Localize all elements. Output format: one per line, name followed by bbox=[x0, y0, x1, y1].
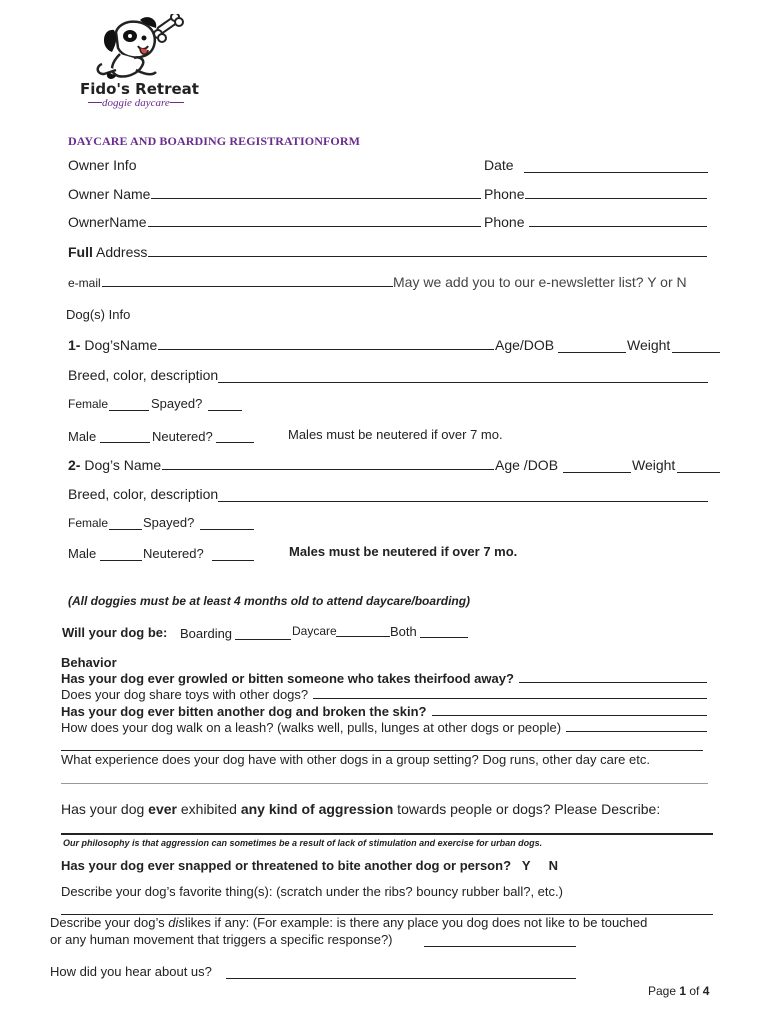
behavior-q2-label: Does your dog share toys with other dogs? bbox=[61, 687, 309, 702]
logo-name: Fido's Retreat bbox=[80, 80, 199, 98]
address-field[interactable] bbox=[148, 256, 707, 257]
dog1-name-field[interactable] bbox=[158, 349, 494, 350]
dog2-female-label: Female bbox=[68, 516, 109, 530]
behavior-q3-row bbox=[61, 704, 708, 719]
phone-field-1[interactable] bbox=[525, 198, 707, 199]
logo bbox=[78, 14, 198, 110]
dog2-age-label: Age /DOB bbox=[495, 457, 559, 473]
page-indicator: Page 1 of 4 bbox=[648, 984, 710, 998]
dog2-spayed-field[interactable] bbox=[200, 529, 254, 530]
behavior-q4-field[interactable] bbox=[566, 731, 707, 732]
phone-label-2: Phone bbox=[484, 214, 525, 230]
owner-name-field-2[interactable] bbox=[148, 226, 481, 227]
owner-name-row-1 bbox=[68, 186, 482, 202]
phone-row-2 bbox=[484, 214, 708, 230]
behavior-q5-label: What experience does your dog have with other dogs in a group setting? Dog runs, other day care etc. bbox=[61, 752, 650, 767]
dog2-weight-field[interactable] bbox=[677, 472, 720, 473]
snap-yes-option[interactable]: Y bbox=[521, 858, 531, 873]
behavior-q1-label: Has your dog ever growled or bitten someone who takes theirfood away? bbox=[61, 671, 514, 686]
snap-no-option[interactable]: N bbox=[548, 858, 558, 873]
dog2-neutered-label: Neutered? bbox=[143, 546, 204, 561]
behavior-q6-label: Has your dog ever exhibited any kind of aggression towards people or dogs? Please Describe: bbox=[61, 801, 661, 817]
dog1-male-label: Male bbox=[68, 429, 97, 444]
referral-field[interactable] bbox=[226, 978, 576, 979]
boarding-field[interactable] bbox=[235, 639, 291, 640]
dog1-weight-field[interactable] bbox=[672, 352, 720, 353]
owner-name-label-2: OwnerName bbox=[68, 214, 147, 230]
behavior-heading: Behavior bbox=[61, 655, 117, 670]
dog2-breed-label: Breed, color, description bbox=[68, 486, 219, 502]
both-label: Both bbox=[390, 624, 417, 639]
dog2-name-row bbox=[68, 457, 495, 473]
boarding-label: Boarding bbox=[180, 626, 233, 641]
dog2-name-field[interactable] bbox=[162, 469, 494, 470]
behavior-q2-field[interactable] bbox=[313, 698, 707, 699]
daycare-field[interactable] bbox=[336, 636, 390, 637]
date-field[interactable] bbox=[524, 172, 708, 173]
dog1-neutered-label: Neutered? bbox=[152, 429, 213, 444]
phone-field-2[interactable] bbox=[529, 226, 707, 227]
behavior-q8-label: Describe your dog’s favorite thing(s): (scratch under the ribs? bouncy rubber ball?, etc.) bbox=[61, 884, 563, 899]
owner-name-field-1[interactable] bbox=[151, 198, 481, 199]
address-label: Full Address bbox=[68, 244, 148, 260]
phone-label-1: Phone bbox=[484, 186, 525, 202]
form-title: DAYCARE AND BOARDING REGISTRATIONFORM bbox=[68, 134, 361, 148]
phone-row-1 bbox=[484, 186, 708, 202]
dog2-neutered-field[interactable] bbox=[212, 560, 254, 561]
behavior-q5-field[interactable] bbox=[61, 783, 708, 784]
dog-logo-icon bbox=[78, 14, 198, 84]
dog1-age-field[interactable] bbox=[558, 352, 626, 353]
dog2-spayed-label: Spayed? bbox=[143, 515, 195, 530]
dog2-neuter-note: Males must be neutered if over 7 mo. bbox=[289, 544, 518, 559]
behavior-q3-field[interactable] bbox=[432, 715, 708, 716]
dog1-spayed-field[interactable] bbox=[208, 410, 242, 411]
dog1-neutered-field[interactable] bbox=[216, 442, 254, 443]
behavior-q9-label: Describe your dog’s dislikes if any: (For example: is there any place you dog does not like to be touched bbox=[50, 915, 648, 930]
dog1-weight-label: Weight bbox=[627, 337, 671, 353]
dog1-name-row bbox=[68, 337, 495, 353]
daycare-label: Daycare bbox=[292, 624, 337, 638]
dog2-weight-label: Weight bbox=[632, 457, 676, 473]
age-requirement-note: (All doggies must be at least 4 months old to attend daycare/boarding) bbox=[68, 594, 471, 608]
both-field[interactable] bbox=[420, 637, 468, 638]
dog1-label: 1- Dog’sName bbox=[68, 337, 158, 353]
behavior-q9-label-line2: or any human movement that triggers a specific response?) bbox=[50, 932, 393, 947]
dog2-label: 2- Dog’s Name bbox=[68, 457, 162, 473]
behavior-q3-label: Has your dog ever bitten another dog and broken the skin? bbox=[61, 704, 427, 719]
dog1-neuter-note: Males must be neutered if over 7 mo. bbox=[288, 427, 503, 442]
date-label: Date bbox=[484, 157, 514, 173]
dog1-female-label: Female bbox=[68, 397, 109, 411]
email-label: e-mail bbox=[68, 276, 101, 290]
dog1-female-field[interactable] bbox=[109, 410, 149, 411]
behavior-q9-field[interactable] bbox=[424, 946, 576, 947]
philosophy-note: Our philosophy is that aggression can sometimes be a result of lack of stimulation and exercise for urban dogs. bbox=[63, 838, 543, 848]
dog1-spayed-label: Spayed? bbox=[151, 396, 203, 411]
behavior-q4-row bbox=[61, 720, 708, 735]
dog2-female-field[interactable] bbox=[109, 529, 142, 530]
owner-name-label-1: Owner Name bbox=[68, 186, 151, 202]
behavior-q4-label: How does your dog walk on a leash? (walks well, pulls, lunges at other dogs or people) bbox=[61, 720, 562, 735]
dog1-breed-field[interactable] bbox=[218, 382, 708, 383]
address-row bbox=[68, 244, 708, 260]
logo-tagline: doggie daycare bbox=[88, 97, 184, 109]
dog2-male-label: Male bbox=[68, 546, 97, 561]
referral-question: How did you hear about us? bbox=[50, 964, 212, 979]
attendance-question: Will your dog be: bbox=[62, 625, 168, 640]
dog1-breed-label: Breed, color, description bbox=[68, 367, 219, 383]
dog2-male-field[interactable] bbox=[100, 560, 142, 561]
owner-info-heading: Owner Info bbox=[68, 157, 137, 173]
behavior-q6-field[interactable] bbox=[61, 833, 713, 835]
behavior-q1-row bbox=[61, 671, 708, 686]
behavior-q4-extra-line[interactable] bbox=[61, 750, 703, 751]
email-row bbox=[68, 276, 394, 290]
dog1-age-label: Age/DOB bbox=[495, 337, 555, 353]
newsletter-question: May we add you to our e-newsletter list? Y or N bbox=[393, 274, 687, 290]
behavior-q2-row bbox=[61, 687, 708, 702]
dog1-male-field[interactable] bbox=[100, 442, 150, 443]
dogs-info-heading: Dog(s) Info bbox=[66, 307, 131, 322]
email-field[interactable] bbox=[102, 286, 393, 287]
dog2-age-field[interactable] bbox=[563, 472, 631, 473]
dog2-breed-field[interactable] bbox=[218, 501, 708, 502]
behavior-q1-field[interactable] bbox=[519, 682, 707, 683]
owner-name-row-2 bbox=[68, 214, 482, 230]
behavior-q7-label: Has your dog ever snapped or threatened to bite another dog or person? Y N bbox=[61, 858, 558, 873]
